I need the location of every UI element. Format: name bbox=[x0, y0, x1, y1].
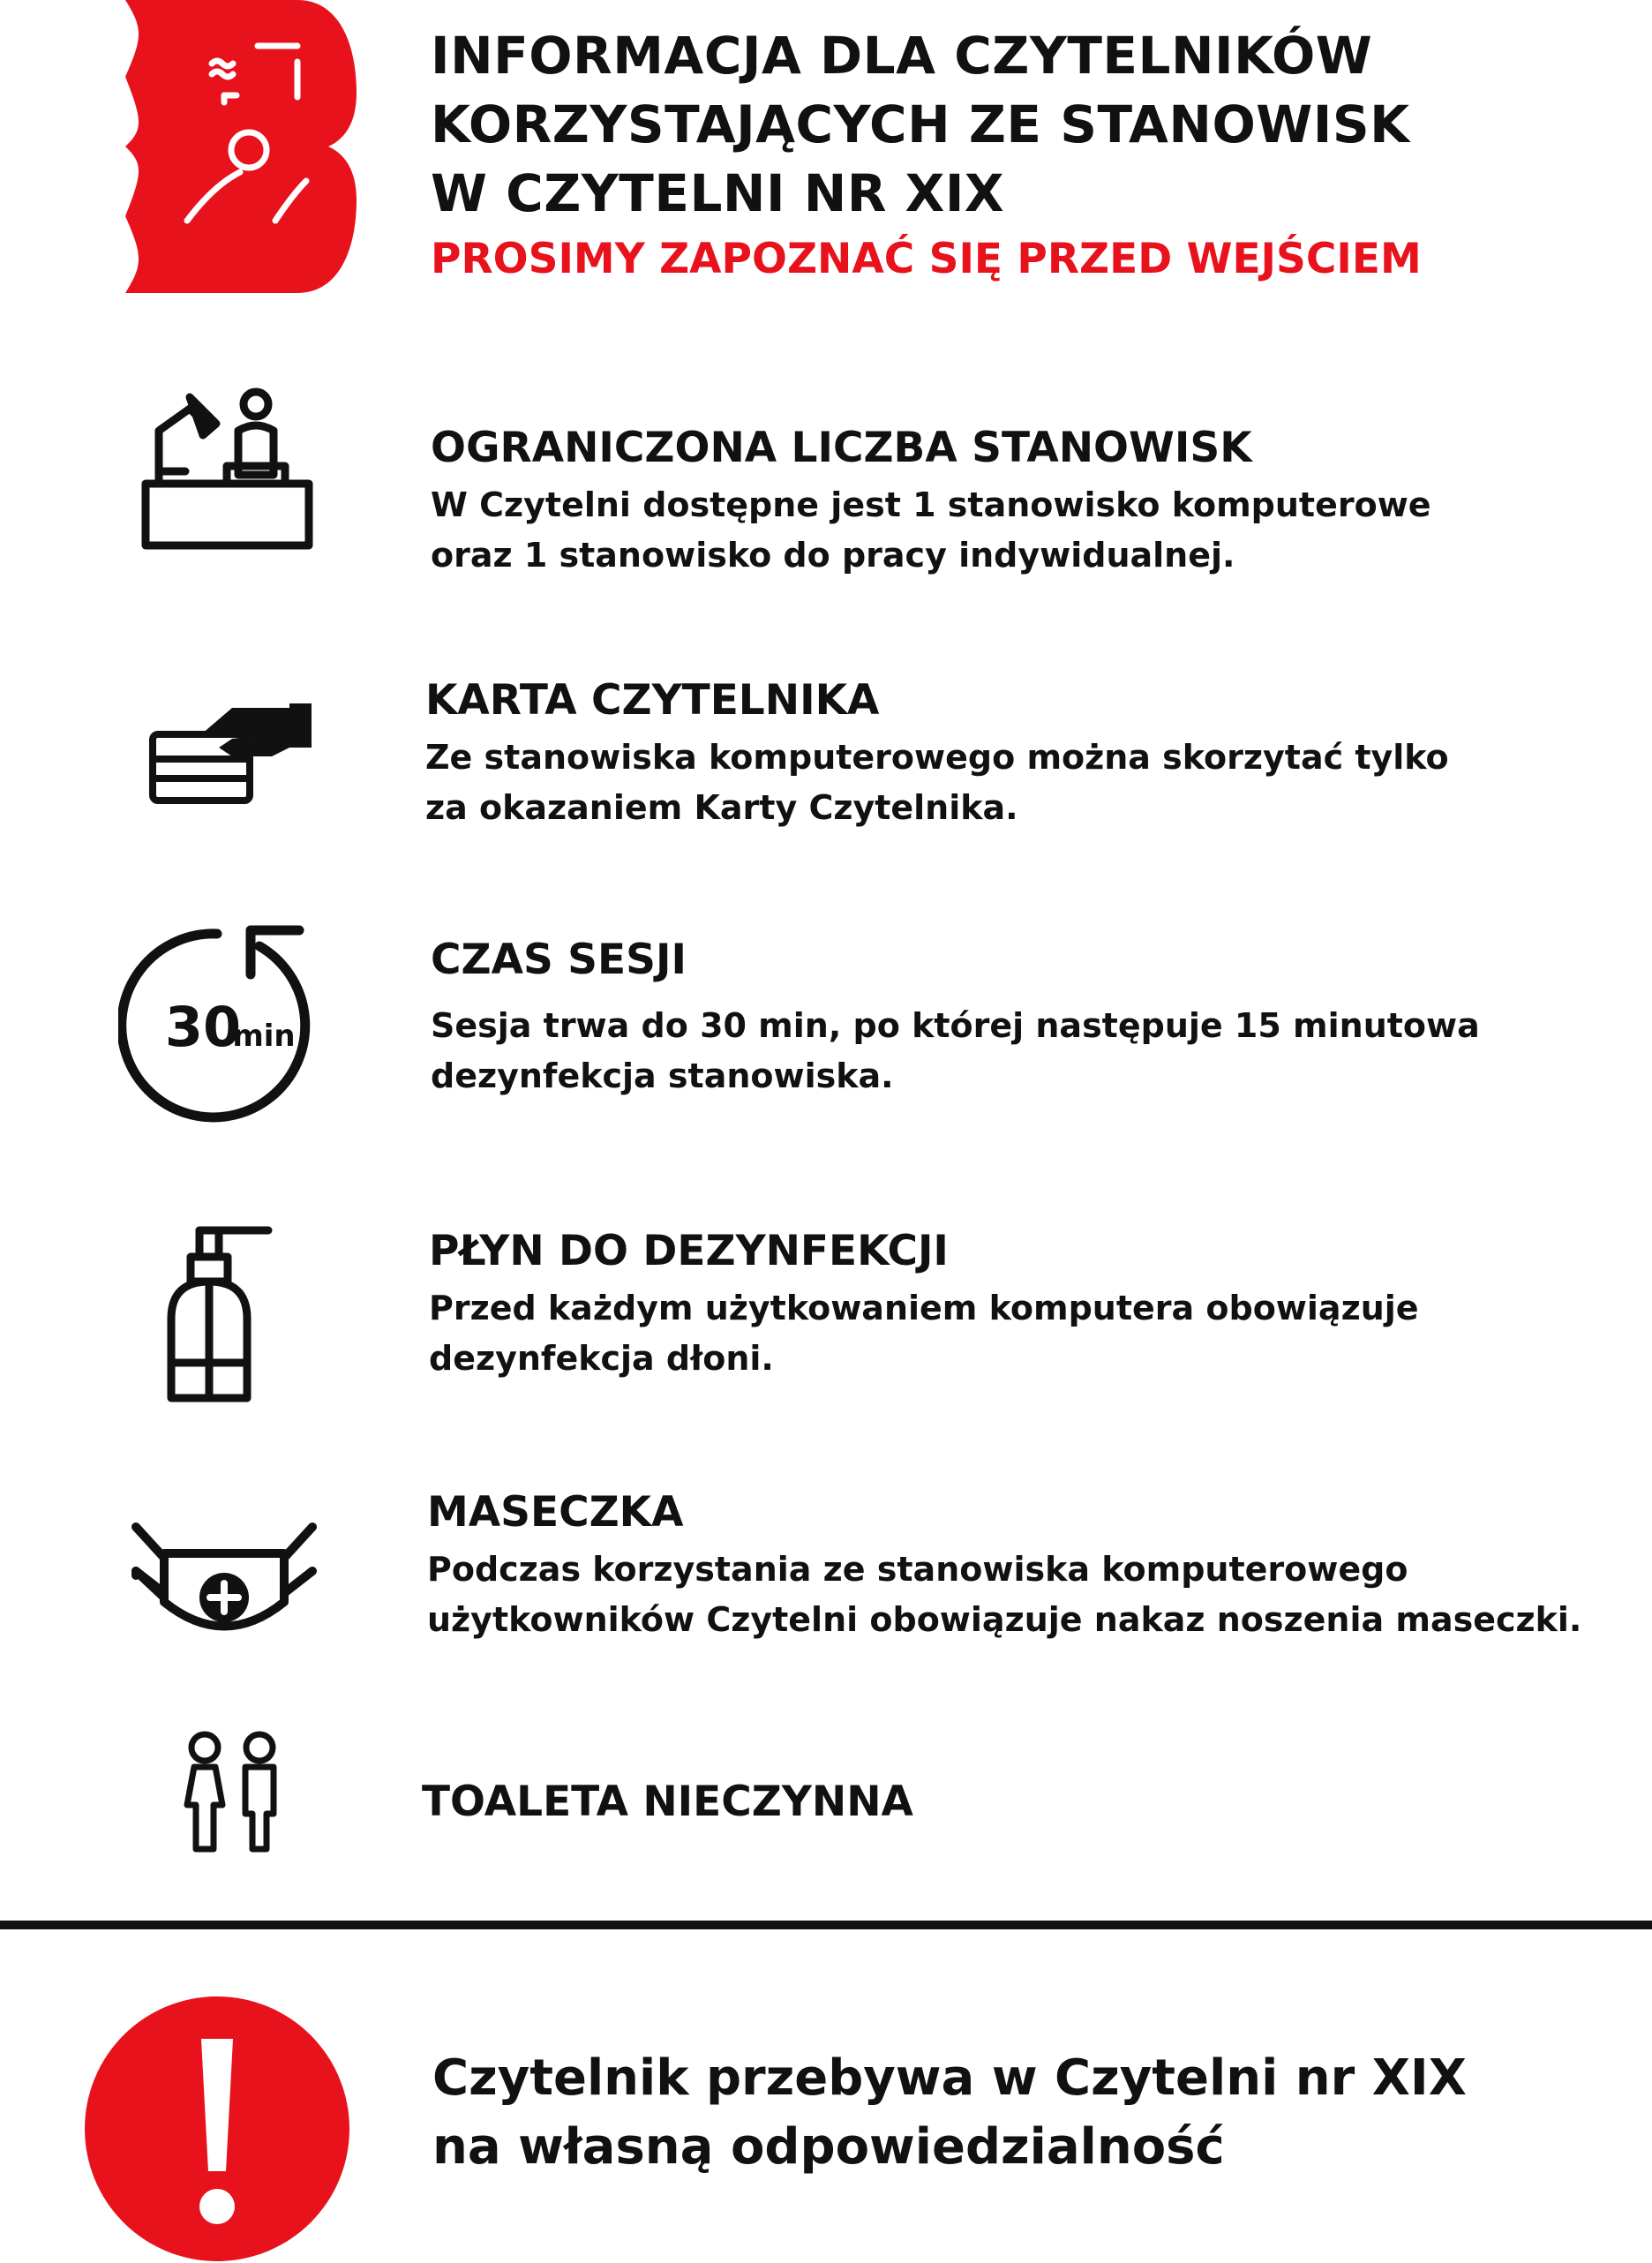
logo-shape bbox=[125, 0, 357, 293]
section-divider bbox=[0, 1921, 1652, 1929]
exclamation-icon bbox=[83, 1995, 351, 2263]
timer-unit: min bbox=[232, 1019, 296, 1054]
notice-line-1: Czytelnik przebywa w Czytelni nr XIX bbox=[432, 2049, 1467, 2107]
notice-line-2: na własną odpowiedzialność bbox=[432, 2118, 1225, 2176]
item-desc-line-1: Sesja trwa do 30 min, po której następuje 15 minutowa bbox=[431, 1006, 1480, 1045]
face-mask-icon bbox=[129, 1518, 319, 1642]
item-desc-line-2: dezynfekcja stanowiska. bbox=[431, 1056, 894, 1095]
responsibility-notice bbox=[432, 2044, 1615, 2182]
item-limited-workstations bbox=[431, 422, 1648, 581]
item-desc-line-2: użytkowników Czytelni obowiązuje nakaz noszenia maseczki. bbox=[427, 1600, 1582, 1639]
page-title-line-3: W CZYTELNI NR XIX bbox=[431, 163, 1005, 223]
library-logo bbox=[125, 0, 364, 293]
item-desc-line-2: dezynfekcja dłoni. bbox=[429, 1339, 774, 1378]
item-desc-line-1: Ze stanowiska komputerowego można skorzytać tylko bbox=[425, 738, 1449, 777]
item-title: OGRANICZONA LICZBA STANOWISK bbox=[431, 424, 1252, 472]
item-title: KARTA CZYTELNIKA bbox=[425, 676, 880, 725]
item-title: CZAS SESJI bbox=[431, 936, 687, 984]
item-desc-line-1: Przed każdym użytkowaniem komputera obowiązuje bbox=[429, 1289, 1419, 1327]
sanitizer-bottle-icon bbox=[164, 1222, 279, 1407]
item-desc-line-2: oraz 1 stanowisko do pracy indywidualnej. bbox=[431, 536, 1235, 575]
item-sanitizer bbox=[429, 1225, 1647, 1384]
item-desc-line-1: Podczas korzystania ze stanowiska komputerowego bbox=[427, 1550, 1408, 1589]
item-session-time bbox=[431, 934, 1648, 1101]
item-desc-line-2: za okazaniem Karty Czytelnika. bbox=[425, 788, 1018, 827]
item-toilet-closed bbox=[422, 1776, 1640, 1829]
timer-number: 30 bbox=[164, 995, 242, 1059]
item-title: PŁYN DO DEZYNFEKCJI bbox=[429, 1227, 949, 1275]
item-title: TOALETA NIECZYNNA bbox=[422, 1778, 913, 1826]
item-face-mask bbox=[427, 1486, 1645, 1645]
item-reader-card bbox=[425, 674, 1643, 833]
page-subtitle: PROSIMY ZAPOZNAĆ SIĘ PRZED WEJŚCIEM bbox=[431, 235, 1422, 283]
restroom-icon bbox=[178, 1730, 286, 1855]
header bbox=[431, 21, 1613, 289]
item-title: MASECZKA bbox=[427, 1488, 684, 1537]
item-desc-line-1: W Czytelni dostępne jest 1 stanowisko komputerowe bbox=[431, 485, 1431, 524]
desk-workstation-icon bbox=[141, 378, 318, 554]
page-title-line-1: INFORMACJA DLA CZYTELNIKÓW bbox=[431, 26, 1373, 86]
timer-30-min-icon bbox=[118, 923, 321, 1126]
page-title-line-2: KORZYSTAJĄCYCH ZE STANOWISK bbox=[431, 94, 1410, 154]
hand-card-icon bbox=[148, 699, 316, 814]
